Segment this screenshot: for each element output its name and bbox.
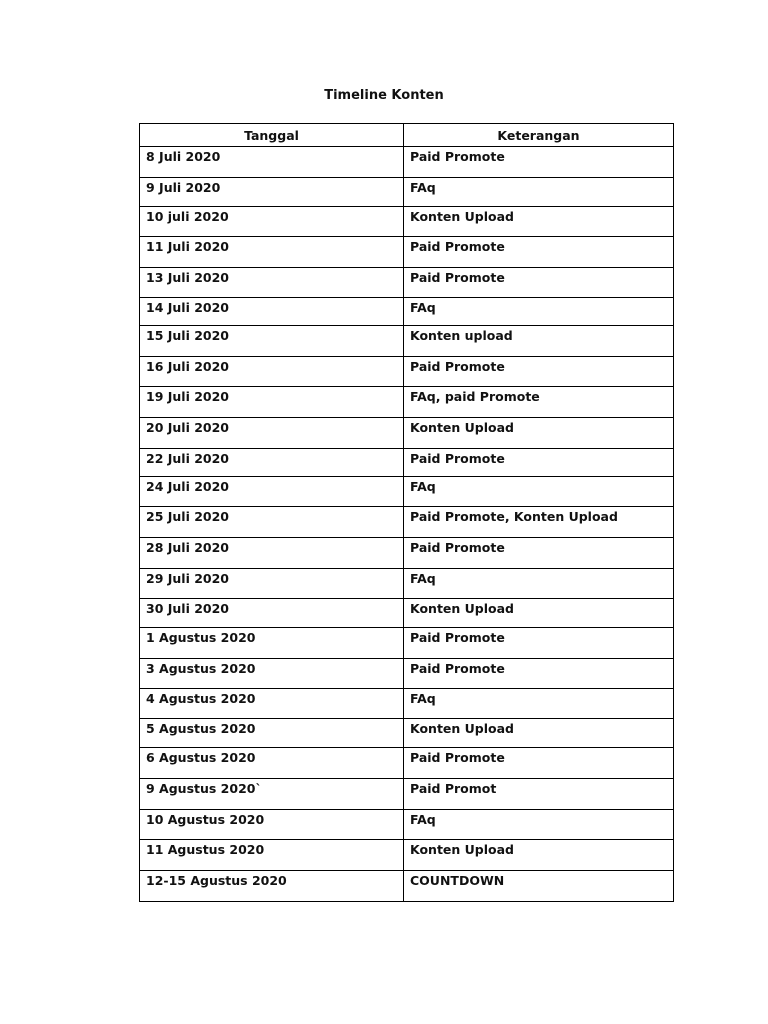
cell-tanggal: 12-15 Agustus 2020 [140, 871, 404, 902]
cell-tanggal: 3 Agustus 2020 [140, 659, 404, 689]
cell-tanggal: 4 Agustus 2020 [140, 689, 404, 719]
cell-tanggal: 15 Juli 2020 [140, 326, 404, 357]
table-row [140, 628, 674, 659]
cell-keterangan: Paid Promote [404, 147, 674, 178]
table-row [140, 449, 674, 477]
cell-tanggal: 22 Juli 2020 [140, 449, 404, 477]
table-row [140, 237, 674, 268]
cell-keterangan: FAq [404, 569, 674, 599]
cell-keterangan: Paid Promote [404, 538, 674, 569]
cell-tanggal: 16 Juli 2020 [140, 357, 404, 387]
cell-keterangan: Paid Promote [404, 449, 674, 477]
cell-keterangan: FAq [404, 298, 674, 326]
cell-tanggal: 14 Juli 2020 [140, 298, 404, 326]
table-row [140, 748, 674, 779]
cell-tanggal: 10 Agustus 2020 [140, 810, 404, 840]
header-keterangan: Keterangan [404, 124, 674, 147]
document-title: Timeline Konten [324, 88, 444, 103]
cell-keterangan: FAq, paid Promote [404, 387, 674, 418]
table-row [140, 207, 674, 237]
table-row [140, 147, 674, 178]
table-row [140, 659, 674, 689]
cell-keterangan: Konten Upload [404, 207, 674, 237]
cell-keterangan: FAq [404, 178, 674, 207]
cell-keterangan: Paid Promot [404, 779, 674, 810]
cell-keterangan: Konten Upload [404, 719, 674, 748]
cell-keterangan: Konten Upload [404, 599, 674, 628]
cell-keterangan: FAq [404, 689, 674, 719]
cell-keterangan: Paid Promote [404, 659, 674, 689]
table-row [140, 538, 674, 569]
cell-tanggal: 28 Juli 2020 [140, 538, 404, 569]
cell-keterangan: Paid Promote [404, 748, 674, 779]
table-row [140, 357, 674, 387]
cell-keterangan: Paid Promote, Konten Upload [404, 507, 674, 538]
cell-keterangan: COUNTDOWN [404, 871, 674, 902]
cell-keterangan: Konten Upload [404, 418, 674, 449]
cell-tanggal: 10 juli 2020 [140, 207, 404, 237]
cell-keterangan: Paid Promote [404, 628, 674, 659]
cell-tanggal: 8 Juli 2020 [140, 147, 404, 178]
header-tanggal: Tanggal [140, 124, 404, 147]
cell-tanggal: 25 Juli 2020 [140, 507, 404, 538]
table-row [140, 840, 674, 871]
table-row [140, 326, 674, 357]
table-row [140, 387, 674, 418]
cell-keterangan: Paid Promote [404, 357, 674, 387]
cell-tanggal: 11 Juli 2020 [140, 237, 404, 268]
cell-tanggal: 9 Juli 2020 [140, 178, 404, 207]
table-row [140, 477, 674, 507]
cell-keterangan: FAq [404, 810, 674, 840]
table-row [140, 599, 674, 628]
table-row [140, 298, 674, 326]
cell-keterangan: Paid Promote [404, 268, 674, 298]
table-header-row [140, 124, 674, 147]
cell-tanggal: 1 Agustus 2020 [140, 628, 404, 659]
cell-tanggal: 5 Agustus 2020 [140, 719, 404, 748]
table-row [140, 719, 674, 748]
cell-keterangan: Konten upload [404, 326, 674, 357]
cell-tanggal: 29 Juli 2020 [140, 569, 404, 599]
timeline-table [139, 123, 674, 902]
cell-keterangan: Paid Promote [404, 237, 674, 268]
table-row [140, 871, 674, 902]
cell-tanggal: 13 Juli 2020 [140, 268, 404, 298]
table-row [140, 178, 674, 207]
table-row [140, 507, 674, 538]
cell-tanggal: 30 Juli 2020 [140, 599, 404, 628]
cell-tanggal: 11 Agustus 2020 [140, 840, 404, 871]
cell-tanggal: 24 Juli 2020 [140, 477, 404, 507]
table-row [140, 779, 674, 810]
table-row [140, 689, 674, 719]
table-row [140, 569, 674, 599]
cell-tanggal: 9 Agustus 2020` [140, 779, 404, 810]
table-row [140, 810, 674, 840]
table-body [140, 147, 674, 902]
cell-keterangan: Konten Upload [404, 840, 674, 871]
cell-tanggal: 6 Agustus 2020 [140, 748, 404, 779]
table-row [140, 418, 674, 449]
cell-tanggal: 19 Juli 2020 [140, 387, 404, 418]
cell-tanggal: 20 Juli 2020 [140, 418, 404, 449]
table-row [140, 268, 674, 298]
cell-keterangan: FAq [404, 477, 674, 507]
